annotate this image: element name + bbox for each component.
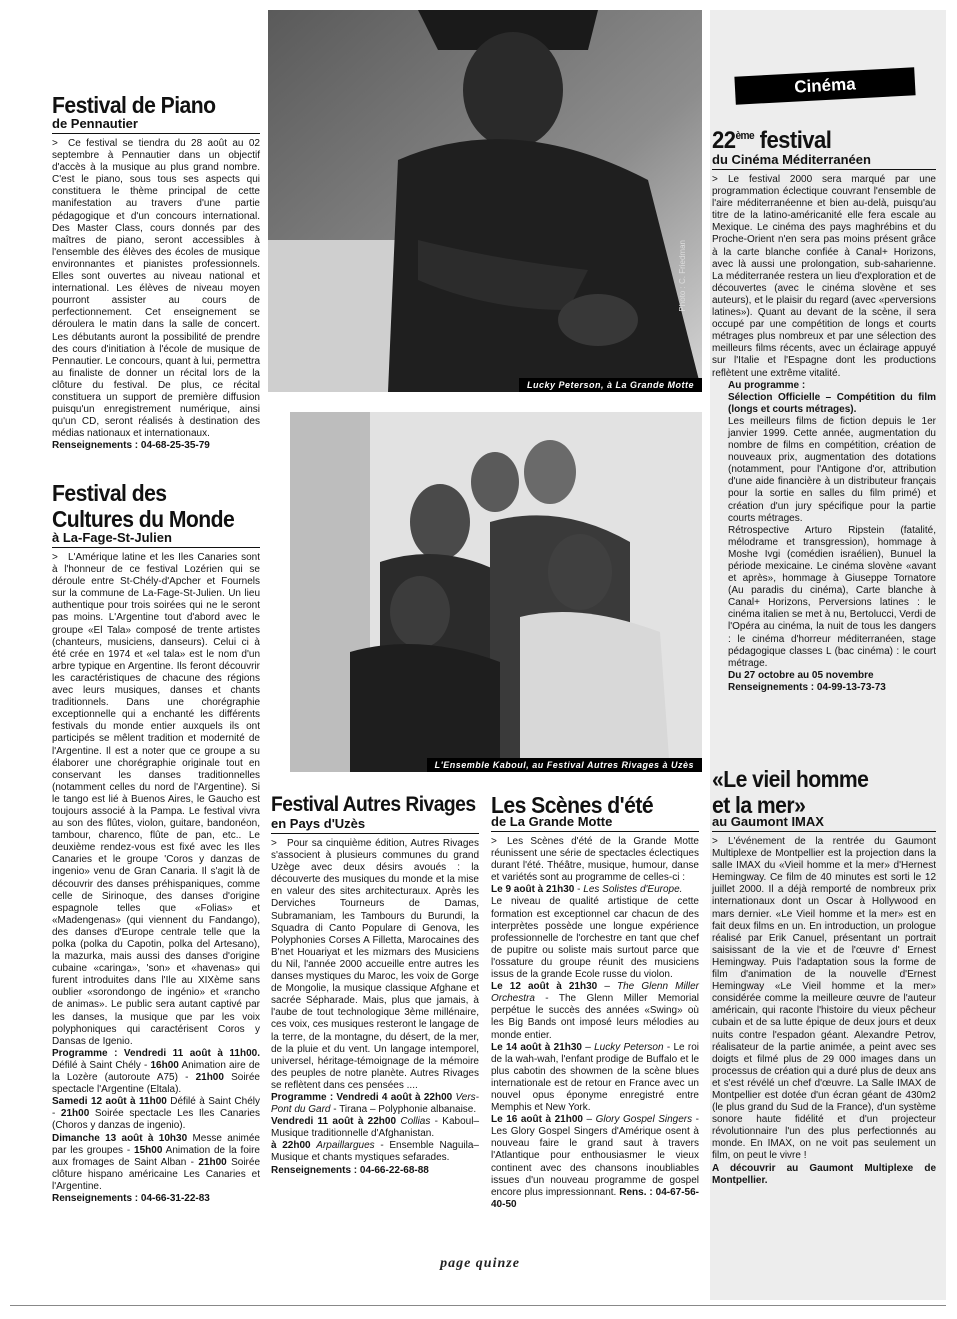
cinema-section-tag: Cinéma xyxy=(734,67,915,104)
scenes-info: Rens. : 04-67-56-40-50 xyxy=(491,1186,700,1210)
piano-subtitle: de Pennautier xyxy=(52,116,260,134)
vieil-title-line1: «Le vieil homme xyxy=(712,766,869,792)
cultures-body: > L'Amérique latine et les Iles Canaries sont à l'honneur de ce festival Lozérien qui se déroule entre St-Chély-d'Apcher et Fournels sur la commune de La-Fage-St-Julien. Un lieu authentique pour trois soirées qui ne le seront pas moins. L'Argentine tout d'abord avec le groupe «El Tala» composé de trente artistes (chanteurs, musiciens, danseurs). Celui ci à été crée en 1974 et «el tala» est le nom d'un arbre typique en Argentine. Ils feront découvrir les caractéristiques de chacune des régions avec leurs musiques, danses et chants traditionnels. Dans une chorégraphie exceptionnelle qui a enchanté les différents festivals du monde entier auxquels ils ont participés se mêlent tradition et modernité de l'Argentine. Il est a noter que ce groupe a su élaborer une chorégraphie originale tout en conservant les danses traditionnelles (notamment celles du nord de l'Argentine). Si le tango est lié à Buenos Aires, le Gaucho est toujours associé à la Pampa. Le festival vivra au son des flûtes, violon, guitare, bandonéon, tambour, charenco, flûte de pan, etc.. Le deuxième rendez-vous est fixé avec les Iles Canaries et le groupe 'Coros y danzas de ingenio» venu de Gran Canaria. Il s'agit là de découvrir des danses préhispaniques, comme celle de Sirinoque, des danses d'origine espagnole telles que «Folias» et «Madengenas» (qui viennent du Fandango), des danses d'Europe centrale telle que la polka (polka du Capotin, polka del Artesano), la mazurka, mais aussi des danses d'origine cubaine «caringa», 'son» et «havenas» qui furent introduites dans l'Ile au XIXème sans oublier «sorondongo de ingénio» et «rancho de animas». Le public sera autant captivé par les danses, la musique que par les voix polyphoniques qui caractérisent Coros y Dansas de Igenio. Programme : Vendredi 11 août à 11h00. Défilé à Saint Chély - 16h00 Animation aire de la Lozère (autoroute A75) - 21h00 Soirée spectacle l'Argentine (Eltala). Samedi 12 août à 11h00 Défilé à Saint Chély - 21h00 Soirée spectacle Les Iles Canaries (Choros y danzas de ingenio). Dimanche 13 août à 10h30 Messe animée par les groupes - 15h00 Animation de la foire aux fromages de Saint Alban - 21h00 Soirée clôture hispano américaine Les Canaries et l'Argentine. Renseignements : 04-66-31-22-83 xyxy=(52,552,261,1204)
cultures-title-line2: Cultures du Monde xyxy=(52,506,235,532)
photo-lucky-peterson xyxy=(268,10,702,392)
photo1-caption: Lucky Peterson, à La Grande Motte xyxy=(519,378,702,392)
piano-info: Renseignements : 04-68-25-35-79 xyxy=(52,440,210,452)
cultures-article xyxy=(52,480,260,1205)
vieil-article xyxy=(712,766,936,1187)
cinema-title: 22ème festival xyxy=(712,127,832,154)
rivages-info: Renseignements : 04-66-22-68-88 xyxy=(271,1164,429,1176)
vieil-info: A découvrir au Gaumont Multiplexe de Montpellier. xyxy=(712,1162,936,1186)
cinema-article xyxy=(712,123,936,694)
cinema-subtitle: du Cinéma Méditerranéen xyxy=(712,152,936,170)
cultures-info: Renseignements : 04-66-31-22-83 xyxy=(52,1192,210,1204)
photo2-caption: L'Ensemble Kaboul, au Festival Autres Rivages à Uzès xyxy=(427,758,702,772)
photo-credit: Photo : C. Friedman xyxy=(678,240,687,312)
cultures-title-line1: Festival des xyxy=(52,480,167,506)
rivages-subtitle: en Pays d'Uzès xyxy=(271,816,479,834)
cinema-body: > Le festival 2000 sera marqué par une programmation éclectique couvrant l'ensemble de l'aire méditerranéenne et bien au-delà, puisqu'au titre de la latino-américanité elle fera escale au Mexique. Le cinéma des pays maghrébins et du Proche-Orient n'en sera pas moins présent grâce à la carte blanche confiée à Canal+ Horizons, avec là aussi une prolongation, sub-saharienne. La méditerranée restera un lieu d'exploration et de découvertes (avec le cinéma slovène et ses auteurs), et le plaisir du regard (avec «perversions latines»). Quant au devant de la scène, il sera occupé par une compétition de longs et courts métrages plus nombreux et par une sélection des meilleurs films récents, avec un éclairage appuyé sur l'Italie et l'Espagne dont les productions reflètent une extrême vitalité. Au programme : Sélection Officielle – Compétition du film (longs et courts métrages). Les meilleurs films de fiction depuis le 1er janvier 1999. Cette année, augmentation du nombre de films en compétition, création de nouveaux prix, augmentation des dotations (notamment, pour l'Antigone d'or, attribution d'une aide financière à un distributeur français pour la sortie en salles du film primé) et création d'un jury spécifique pour la partie courts métrages. Rétrospective Arturo Ripstein (fatalité, mélodrame et transgression), hommage à Moshe Ivgi (comédien israélien), Bunuel la période mexicaine. Le cinéma slovène «avant et après», hommage à Giuseppe Tornatore (Au paradis du cinéma), Carte blanche à Canal+ Horizons, Perversions latines : le cinéma italien se met à nu, Bertolucci, Verdi de l'Opéra au cinéma, la nuit de tous les dangers : le cinéma d'horreur méditerranéen, stage pédagogique classes L (bac cinéma) : le court métrage. Du 27 octobre au 05 novembre Renseignements : 04-99-13-73-73 xyxy=(712,174,936,693)
scenes-article xyxy=(491,792,699,1211)
vieil-body: > L'événement de la rentrée du Gaumont Multiplexe de Montpellier est la projection dans la salle IMAX du «Vieil homme et la mer» d'Hernest Hemingway. Ce film de 40 minutes est sorti le 12 juillet 2000. Il a déjà remporté de nombreux prix internationaux dont un Oscar à Hollywood en mars dernier. «Le Vieil homme et la mer» est en fait deux films en un. En introduction, un prologue réalisé par Erik Canuel, présentant un portrait saisissant de la vie et de l'œuvre d' Ernest Hemingway. Puis l'adaptation sous la forme de film d'animation de la nouvelle d'Ernest Hemingway «Le Vieil homme et la mer» considérée comme la meilleure œuvre de l'auteur américain, qui raconte l'histoire du vieux pêcheur cubain et de sa lutte épique de deux jours et deux nuits contre l'espadon géant. Alexandre Petrov, réalisateur de la partie animée, a peint avec ses doigts et filmé plus de 29 000 images dans un processus de création qui a duré plus de deux ans et s'est révélé un chef d'œuvre. La Salle IMAX de Montpellier est dotée d'un écran géant de 430m2 (le plus grand du Sud de la France), d'un système sonore haute fidélité et d'un projecteur révolutionnaire l'un des plus perfectionnés au monde. En IMAX, on ne voit pas seulement un film, on peut le vivre ! A découvrir au Gaumont Multiplexe de Montpellier. xyxy=(712,836,936,1186)
cultures-subtitle: à La-Fage-St-Julien xyxy=(52,530,260,548)
piano-title: Festival de Piano xyxy=(52,92,216,118)
piano-body: > Ce festival se tiendra du 28 août au 02 septembre à Pennautier dans un objectif d'accès à la musique au plus grand nombre. C'est le piano, sous tous ses aspects qui constituera le thème principal de cette manifestation au travers d'une partie pédagogique et d'un concours international. Des Master Class, cours donnés par des maîtres de piano, seront accessibles à l'ensemble des élèves des écoles de musique environnantes et pianistes professionnels. Elles sont ouvertes au niveau national et international. Les élèves de niveau moyen pourront assister au cours de perfectionnement. Cet enseignement se déroulera le matin dans la salle de concert. Les débutants auront la possibilité de prendre des cours d'initiation à l'école de musique de Pennautier. Le concours, quant à lui, permettra au finaliste de donner un récital lors de la clôture du festival. De plus, ce récital constituera un support de première diffusion puisqu'un enregistrement numérique, ainsi qu'un CD, seront réalisés à destination des médias nationaux et internationaux. Renseignements : 04-68-25-35-79 xyxy=(52,138,260,452)
scenes-subtitle: de La Grande Motte xyxy=(491,814,699,832)
scenes-body: > Les Scènes d'été de la Grande Motte réunissent une série de spectacles éclectiques durant l'été. Théâtre, musique, humour, danse et variétés sont au programme de celles-ci : Le 9 août à 21h30 - Les Solistes d'Europe. Le niveau de qualité artistique de cette formation est exceptionnel car chacun de des interprètes possède une longue expérience professionnelle de l'orchestre en tant que chef de pupitre ou soliste mais surtout parce que l'ossature du groupe réunit des musiciens issus de la grande Ecole russe du violon. Le 12 août à 21h30 – The Glenn Miller Orchestra - The Glenn Miller Memorial perpétue le succès des années «Swing» où les Big Bands ont imposé leurs mélodies au monde entier. Le 14 août à 21h30 – Lucky Peterson - Le roi de la wah-wah, l'enfant prodige de Buffalo et le plus cabotin des showmen de la scène blues internationale est de retour en France avec un nouvel opus éponyme enregistré entre Memphis et New York. Le 16 août à 21h00 – Glory Gospel Singers - Les Glory Gospel Singers d'Amérique osent à nouveau faire le grand saut à travers l'Atlantique pour enthousiasmer le vieux continent avec des chansons inoubliables issues d'un nouveau programme de gospel encore plus impressionnant. Rens. : 04-67-56-40-50 xyxy=(491,836,700,1210)
page-number: page quinze xyxy=(440,1256,520,1271)
vieil-title-line2: et la mer» xyxy=(712,792,806,818)
footer-rule xyxy=(10,1305,946,1306)
cinema-info: Renseignements : 04-99-13-73-73 xyxy=(728,681,886,693)
portrait-image xyxy=(268,10,702,392)
scenes-title: Les Scènes d'été xyxy=(491,792,654,818)
rivages-title: Festival Autres Rivages xyxy=(271,793,476,816)
rivages-body: > Pour sa cinquième édition, Autres Rivages s'associent à plusieurs communes du grand Uzège avec deux désirs avoués : la découverte des musiques du monde et la mise en valeur des sites architecturaux. Après les Derviches Tourneurs de Damas, Subramaniam, les Tambours du Burundi, la Squadra di Canto Populare di Genova, les Polyphonies Corses A Filletta, Marocaines des B'net Houariyat et les mizmars des Musiciens du Nil, l'année 2000 accueille entre autres les danses mystiques du Maroc, les voix de Gorge de Mongolie, la musique classique Afghane et sacrée Sépharade. Mais, plus que jamais, à l'aube de tout technologique 3ème millénaire, ces voix, ces musiques resteront le langage de la terre, de la montagne, du désert, de la mer, de la pluie et du vent. Un langage intemporel, universel, héritage-témoignage de la mémoire des peuples de notre planète. Autres Rivages se reflètent dans ces pensées .... Programme : Vendredi 4 août à 22h00 Vers-Pont du Gard - Tirana – Polyphonie albanaise. Vendredi 11 août à 22h00 Collias - Kaboul– Musique traditionnelle d'Afghanistan. à 22h00 Arpaillargues - Ensemble Naguila– Musique et chants mystiques sefarades. Renseignements : 04-66-22-68-88 xyxy=(271,838,480,1176)
rivages-article xyxy=(271,792,479,1177)
group-image xyxy=(290,412,702,772)
vieil-subtitle: au Gaumont IMAX xyxy=(712,814,936,832)
photo-ensemble-kaboul xyxy=(290,412,702,772)
piano-article xyxy=(52,92,260,452)
